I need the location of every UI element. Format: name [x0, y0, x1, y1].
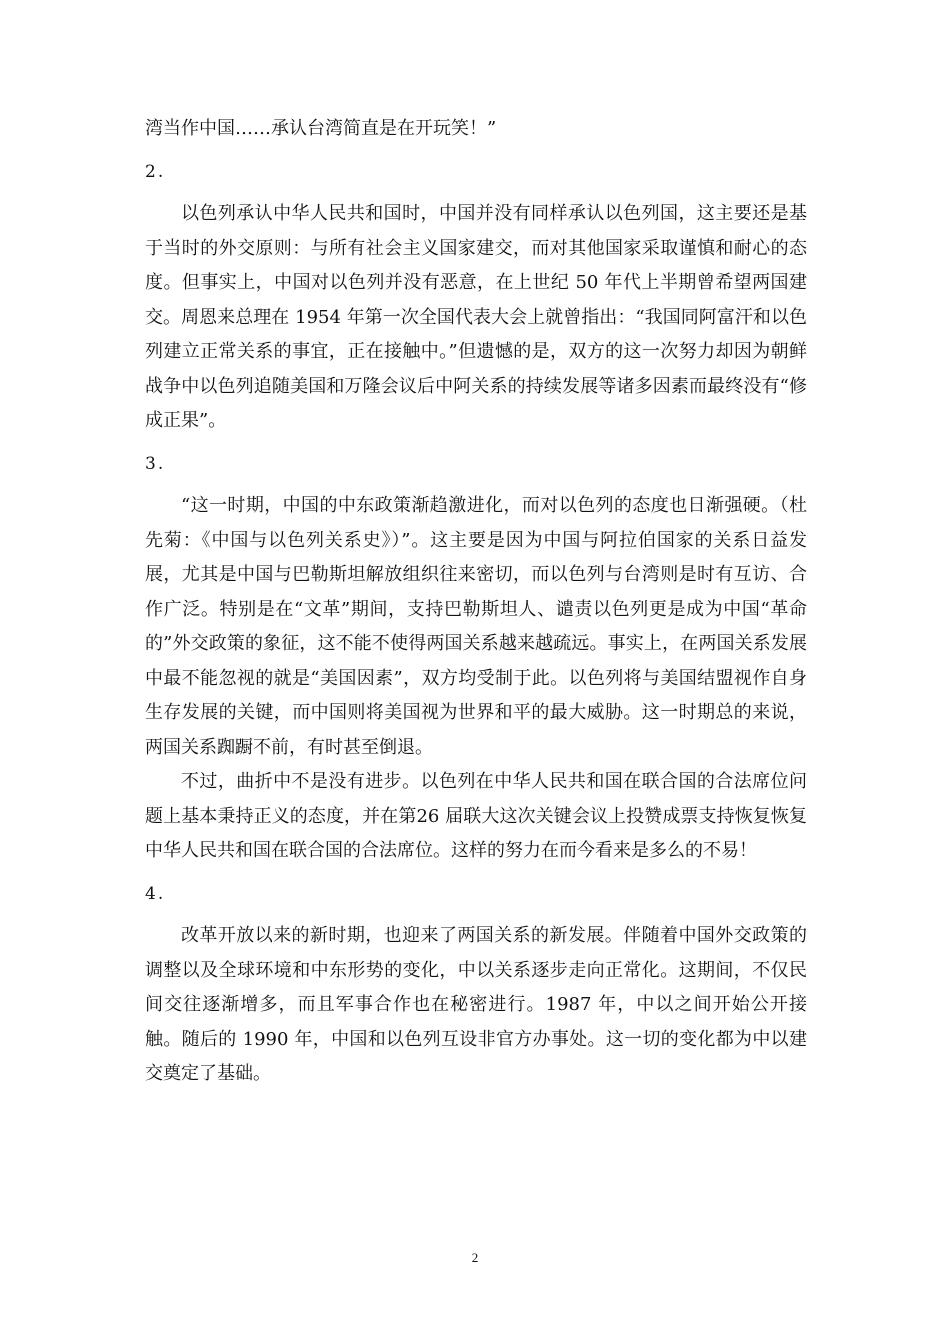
- section-2-paragraph-1: 以色列承认中华人民共和国时，中国并没有同样承认以色列国，这主要还是基于当时的外交原则：与所有社会主义国家建交，而对其他国家采取谨慎和耐心的态度。但事实上，中国对以色列并没有恶意，在上世纪 50 年代上半期曾希望两国建交。周恩来总理在 1954 年第一次全国代表大会上就曾指出：“我国同阿富汗和以色列建立正常关系的事宜，正在接触中。”但遗憾的是，双方的这一次努力却因为朝鲜战争中以色列追随美国和万隆会议后中阿关系的持续发展等诸多因素而最终没有“修成正果”。: [145, 203, 807, 431]
- section-heading-4: 4.: [145, 883, 166, 904]
- section-heading-2: 2.: [145, 161, 166, 182]
- page-number: 2: [471, 1250, 479, 1265]
- section-heading-3: 3.: [145, 453, 166, 474]
- section-3-paragraph-2: 不过，曲折中不是没有进步。以色列在中华人民共和国在联合国的合法席位问题上基本秉持正义的态度，并在第26 届联大这次关键会议上投赞成票支持恢复恢复中华人民共和国在联合国的合法席位。这样的努力在而今看来是多么的不易！: [145, 771, 807, 861]
- page-body: [145, 112, 807, 1092]
- continuation-paragraph: 湾当作中国……承认台湾简直是在开玩笑！”: [145, 118, 497, 139]
- section-3-paragraph-1: “这一时期，中国的中东政策渐趋激进化，而对以色列的态度也日渐强硬。（杜先菊：《中国与以色列关系史》）”。这主要是因为中国与阿拉伯国家的关系日益发展，尤其是中国与巴勒斯坦解放组织往来密切，而以色列与台湾则是时有互访、合作广泛。特别是在“文革”期间，支持巴勒斯坦人、谴责以色列更是成为中国“革命的”外交政策的象征，这不能不使得两国关系越来越疏远。事实上，在两国关系发展中最不能忽视的就是“美国因素”，双方均受制于此。以色列将与美国结盟视作自身生存发展的关键，而中国则将美国视为世界和平的最大威胁。这一时期总的来说，两国关系踟蹰不前，有时甚至倒退。: [145, 495, 807, 758]
- section-4-paragraph-1: 改革开放以来的新时期，也迎来了两国关系的新发展。伴随着中国外交政策的调整以及全球环境和中东形势的变化，中以关系逐步走向正常化。这期间，不仅民间交往逐渐增多，而且军事合作也在秘密进行。1987 年，中以之间开始公开接触。随后的 1990 年，中国和以色列互设非官方办事处。这一切的变化都为中以建交奠定了基础。: [145, 925, 807, 1084]
